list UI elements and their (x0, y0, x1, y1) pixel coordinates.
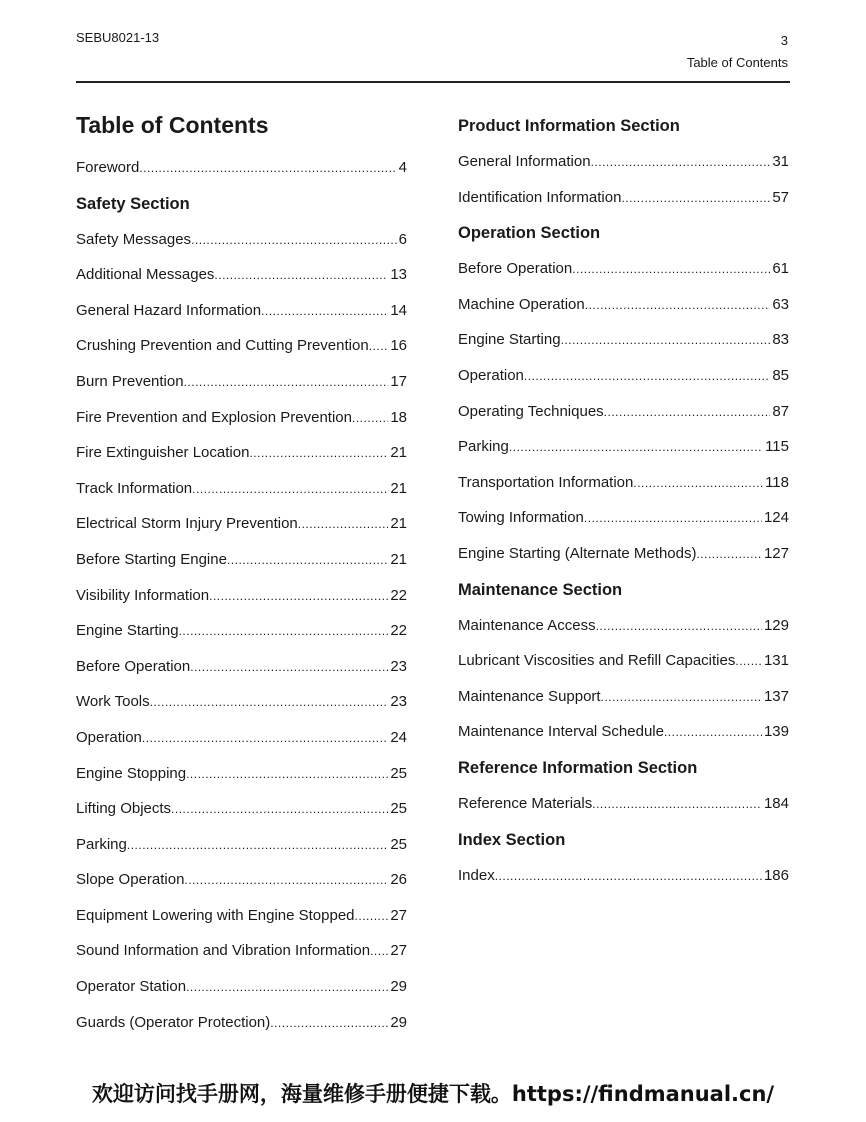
toc-entry-title: Track Information (76, 479, 193, 497)
dot-leader (191, 222, 397, 259)
toc-entry-title: Safety Messages (76, 230, 192, 248)
toc-entry-page-number: 21 (390, 444, 407, 462)
dot-leader (369, 328, 389, 365)
dot-leader (355, 898, 389, 935)
toc-entry-page-number: 139 (763, 723, 789, 741)
toc-entry-title: Before Operation (76, 657, 191, 675)
toc-entry-engine-starting-alternate-methods[interactable] (458, 536, 789, 572)
toc-entry-burn-prevention[interactable] (76, 364, 407, 400)
toc-entry-before-operation[interactable] (458, 251, 789, 287)
toc-entry-title: Electrical Storm Injury Prevention (76, 515, 298, 533)
section-heading-index-section: Index Section (458, 830, 566, 849)
dot-leader (509, 429, 763, 466)
toc-entry-title: Additional Messages (76, 266, 215, 284)
toc-entry-reference-materials[interactable] (458, 786, 789, 822)
toc-entry-title: Towing Information (458, 509, 584, 527)
footer-banner: 欢迎访问找手册网，海量维修手册便捷下载。https://findmanual.cn/ (91, 1082, 775, 1106)
toc-entry-additional-messages[interactable] (76, 257, 407, 293)
toc-entry-page-number: 14 (390, 301, 407, 319)
toc-entry-title: Parking (76, 835, 127, 853)
toc-entry-safety-messages[interactable] (76, 222, 407, 258)
toc-entry-page-number: 27 (390, 906, 407, 924)
toc-entry-identification-information[interactable] (458, 180, 789, 216)
toc-entry-title: Engine Starting (458, 331, 561, 349)
toc-entry-page-number: 87 (772, 402, 789, 420)
toc-entry-page-number: 13 (390, 266, 407, 284)
dot-leader (621, 180, 770, 217)
dot-leader (214, 257, 388, 294)
dot-leader (192, 471, 388, 508)
dot-leader (572, 251, 770, 288)
toc-entry-title: Index (458, 866, 495, 884)
toc-entry-page-number: 21 (390, 550, 407, 568)
dot-leader (591, 144, 771, 181)
toc-entry-page-number: 25 (390, 835, 407, 853)
toc-entry-before-starting-engine[interactable] (76, 542, 407, 578)
dot-leader (186, 969, 388, 1006)
toc-entry-title: Operating Techniques (458, 402, 604, 420)
dot-leader (186, 756, 388, 793)
toc-entry-fire-extinguisher-location[interactable] (76, 435, 407, 471)
toc-entry-title: Parking (458, 438, 509, 456)
toc-entry-page-number: 186 (763, 866, 789, 884)
toc-entry-title: Engine Stopping (76, 764, 187, 782)
dot-leader (584, 500, 762, 537)
toc-entry-title: Operation (458, 366, 524, 384)
toc-entry-general-hazard-information[interactable] (76, 293, 407, 329)
dot-leader (150, 684, 389, 721)
toc-entry-title: Equipment Lowering with Engine Stopped (76, 906, 355, 924)
toc-entry-title: Lifting Objects (76, 800, 172, 818)
toc-entry-page-number: 24 (390, 728, 407, 746)
header-section-title: Table of Contents (686, 55, 788, 70)
toc-entry-page-number: 22 (390, 622, 407, 640)
toc-entry-track-information[interactable] (76, 471, 407, 507)
toc-entry-equipment-lowering-with-engine-stopped[interactable] (76, 898, 407, 934)
toc-entry-page-number: 137 (763, 687, 789, 705)
toc-entry-page-number: 61 (772, 260, 789, 278)
toc-entry-slope-operation[interactable] (76, 862, 407, 898)
toc-entry-towing-information[interactable] (458, 500, 789, 536)
toc-entry-operation[interactable] (76, 720, 407, 756)
toc-entry-page-number: 17 (390, 372, 407, 390)
toc-entry-general-information[interactable] (458, 144, 789, 180)
section-heading-operation-section: Operation Section (458, 224, 601, 243)
toc-entry-page-number: 26 (390, 871, 407, 889)
dot-leader (127, 827, 388, 864)
toc-entry-page-number: 21 (390, 479, 407, 497)
toc-entry-page-number: 29 (390, 1013, 407, 1031)
toc-entry-maintenance-support[interactable] (458, 679, 789, 715)
toc-entry-page-number: 6 (398, 230, 407, 248)
dot-leader (604, 394, 771, 431)
section-heading-reference-information-section: Reference Information Section (458, 758, 698, 777)
dot-leader (592, 786, 762, 823)
toc-entry-page-number: 115 (765, 438, 789, 456)
dot-leader (735, 643, 762, 680)
toc-entry-guards-operator-protection[interactable] (76, 1005, 407, 1041)
dot-leader (601, 679, 762, 716)
toc-entry-maintenance-access[interactable] (458, 608, 789, 644)
toc-entry-crushing-prevention-and-cutting-prevention[interactable] (76, 328, 407, 364)
toc-entry-page-number: 31 (772, 153, 789, 170)
toc-entry-parking[interactable] (76, 827, 407, 863)
dot-leader (227, 542, 388, 579)
toc-entry-title: Guards (Operator Protection) (76, 1013, 271, 1031)
toc-entry-page-number: 22 (390, 586, 407, 604)
page-header-right (687, 30, 788, 74)
dot-leader (633, 465, 763, 502)
toc-entry-title: Maintenance Interval Schedule (458, 723, 664, 741)
section-heading-product-information-section: Product Information Section (458, 117, 680, 135)
toc-entry-page-number: 27 (390, 942, 407, 960)
toc-entry-title: Operation (76, 728, 142, 746)
document-id: SEBU8021-13 (76, 30, 160, 45)
toc-entry-maintenance-interval-schedule[interactable] (458, 714, 789, 750)
dot-leader (249, 435, 388, 472)
toc-entry-title: Engine Starting (76, 622, 179, 640)
toc-entry-page-number: 23 (390, 693, 407, 711)
toc-entry-page-number: 25 (390, 800, 407, 818)
dot-leader (171, 791, 388, 828)
toc-entry-title: Foreword (76, 159, 140, 176)
toc-entry-work-tools[interactable] (76, 684, 407, 720)
toc-entry-index[interactable] (458, 858, 789, 894)
toc-entry-page-number: 23 (390, 657, 407, 675)
toc-entry-visibility-information[interactable] (76, 578, 407, 614)
toc-entry-operation[interactable] (458, 358, 789, 394)
toc-entry-page-number: 4 (398, 159, 407, 176)
dot-leader (142, 720, 388, 757)
dot-leader (184, 364, 389, 401)
toc-entry-title: Sound Information and Vibration Information (76, 942, 371, 960)
toc-entry-engine-stopping[interactable] (76, 756, 407, 792)
toc-entry-transportation-information[interactable] (458, 465, 789, 501)
toc-entry-before-operation[interactable] (76, 649, 407, 685)
toc-entry-page-number: 131 (763, 652, 789, 670)
toc-entry-machine-operation[interactable] (458, 287, 789, 323)
toc-entry-title: Before Starting Engine (76, 550, 227, 568)
toc-entry-lifting-objects[interactable] (76, 791, 407, 827)
toc-entry-title: Slope Operation (76, 871, 185, 889)
toc-entry-page-number: 184 (763, 794, 789, 812)
toc-entry-page-number: 63 (772, 295, 789, 313)
toc-entry-page-number: 29 (390, 978, 407, 996)
toc-entry-electrical-storm-injury-prevention[interactable] (76, 506, 407, 542)
dot-leader (270, 1005, 388, 1042)
header-divider (76, 81, 790, 83)
toc-entry-page-number: 118 (765, 473, 789, 491)
toc-entry-page-number: 85 (772, 366, 789, 384)
toc-entry-title: Maintenance Support (458, 687, 601, 705)
toc-entry-title: Maintenance Access (458, 616, 596, 634)
toc-entry-fire-prevention-and-explosion-prevention[interactable] (76, 400, 407, 436)
toc-entry-title: Lubricant Viscosities and Refill Capacities (458, 652, 736, 670)
toc-entry-sound-information-and-vibration-information[interactable] (76, 933, 407, 969)
section-heading-safety-section: Safety Section (76, 194, 190, 213)
dot-leader (596, 608, 762, 645)
dot-leader (696, 536, 762, 573)
toc-entry-lubricant-viscosities-and-refill-capacities[interactable] (458, 643, 789, 679)
dot-leader (184, 862, 388, 899)
toc-right-column (458, 108, 789, 893)
toc-entry-title: Engine Starting (Alternate Methods) (458, 544, 697, 562)
section-heading-maintenance-section: Maintenance Section (458, 580, 623, 599)
toc-entry-title: Machine Operation (458, 295, 585, 313)
toc-entry-title: Visibility Information (76, 586, 210, 604)
toc-entry-page-number: 127 (763, 544, 789, 562)
toc-entry-title: General Information (458, 153, 591, 170)
dot-leader (261, 293, 388, 330)
dot-leader (495, 858, 762, 895)
toc-entry-page-number: 124 (763, 509, 789, 527)
toc-entry-page-number: 57 (772, 188, 789, 206)
toc-entry-title: Burn Prevention (76, 372, 184, 390)
toc-entry-title: Reference Materials (458, 794, 593, 812)
page-number: 3 (780, 33, 788, 48)
toc-entry-title: Transportation Information (458, 473, 634, 491)
dot-leader (179, 613, 389, 650)
toc-entry-page-number: 21 (390, 515, 407, 533)
toc-left-column (76, 108, 407, 1040)
toc-entry-page-number: 129 (763, 616, 789, 634)
toc-entry-title: Before Operation (458, 260, 573, 278)
toc-entry-foreword[interactable] (76, 150, 407, 186)
toc-entry-parking[interactable] (458, 429, 789, 465)
toc-entry-title: Fire Prevention and Explosion Prevention (76, 408, 352, 426)
toc-entry-page-number: 25 (390, 764, 407, 782)
dot-leader (370, 933, 388, 970)
dot-leader (585, 287, 771, 324)
toc-entry-title: Identification Information (458, 188, 622, 206)
toc-entry-engine-starting[interactable] (458, 322, 789, 358)
dot-leader (524, 358, 770, 395)
dot-leader (190, 649, 388, 686)
toc-entry-page-number: 16 (390, 337, 407, 355)
toc-entry-page-number: 83 (772, 331, 789, 349)
dot-leader (561, 322, 771, 359)
toc-entry-title: Fire Extinguisher Location (76, 444, 250, 462)
toc-entry-title: Crushing Prevention and Cutting Prevention (76, 337, 369, 355)
dot-leader (209, 578, 388, 615)
dot-leader (352, 400, 388, 437)
toc-entry-operating-techniques[interactable] (458, 394, 789, 430)
toc-entry-page-number: 18 (390, 408, 407, 426)
dot-leader (298, 506, 389, 543)
dot-leader (664, 714, 762, 751)
toc-entry-title: General Hazard Information (76, 301, 262, 319)
toc-entry-engine-starting[interactable] (76, 613, 407, 649)
toc-entry-title: Operator Station (76, 978, 187, 996)
dot-leader (139, 150, 396, 187)
toc-entry-title: Work Tools (76, 693, 150, 711)
toc-entry-operator-station[interactable] (76, 969, 407, 1005)
page-title: Table of Contents (76, 112, 269, 138)
